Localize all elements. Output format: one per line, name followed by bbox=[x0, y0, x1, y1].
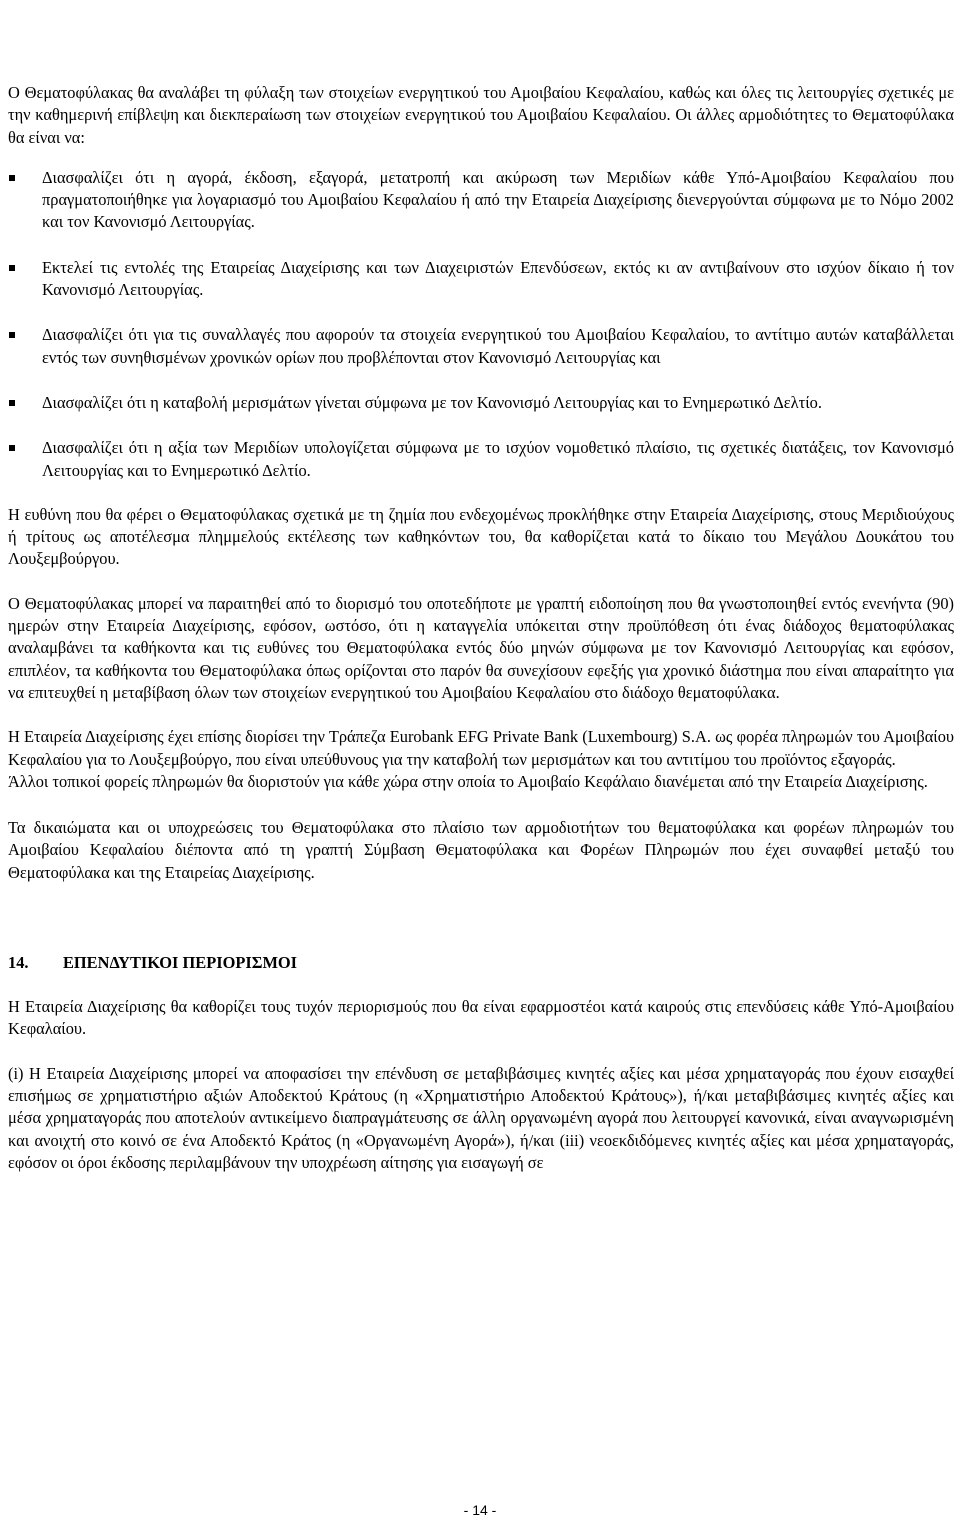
list-item-text: Διασφαλίζει ότι η καταβολή μερισμάτων γίνεται σύμφωνα με τον Κανονισμό Λειτουργίας και το Ενημερωτικό Δελτίο. bbox=[42, 392, 822, 412]
square-bullet-icon bbox=[9, 445, 15, 451]
square-bullet-icon bbox=[9, 175, 15, 181]
square-bullet-icon bbox=[9, 332, 15, 338]
list-item bbox=[8, 167, 954, 234]
duties-list bbox=[8, 167, 954, 482]
list-item bbox=[8, 437, 954, 482]
section-intro-paragraph: Η Εταιρεία Διαχείρισης θα καθορίζει τους τυχόν περιορισμούς που θα είναι εφαρμοστέοι κατά καιρούς στις επενδύσεις κάθε Υπό-Αμοιβαίου Κεφαλαίου. bbox=[8, 997, 954, 1039]
list-item-text: Διασφαλίζει ότι η αγορά, έκδοση, εξαγορά, μετατροπή και ακύρωση των Μεριδίων κάθε Υπό-Αμοιβαίου Κεφαλαίου που πραγματοποιήθηκε για λογαριασμό του Αμοιβαίου Κεφαλαίου ή από την Εταιρεία Διαχείρισης διενεργούνται σύμφωνα με το Νόμο 2002 και τον Κανονισμό Λειτουργίας. bbox=[42, 167, 954, 232]
list-item-text: Διασφαλίζει ότι για τις συναλλαγές που αφορούν τα στοιχεία ενεργητικού του Αμοιβαίου Κεφαλαίου, το αντίτιμο αυτών καταβάλλεται εντός των συνηθισμένων χρονικών ορίων που προβλέπονται στον Κανονισμό Λειτουργίας και bbox=[42, 325, 954, 367]
page-number: - 14 - bbox=[463, 1502, 497, 1518]
section-heading bbox=[8, 952, 954, 974]
section-title: ΕΠΕΝΔΥΤΙΚΟΙ ΠΕΡΙΟΡΙΣΜΟΙ bbox=[63, 953, 298, 973]
paying-agent-paragraph: Η Εταιρεία Διαχείρισης έχει επίσης διορίσει την Τράπεζα Eurobank EFG Private Bank (Luxembourg) S.A. ως φορέα πληρωμών του Αμοιβαίου Κεφαλαίου για το Λουξεμβούργο, που είναι υπεύθυνους για την καταβολή των μερισμάτων και του αντιτίμου του προϊόντος εξαγοράς. bbox=[8, 727, 954, 769]
local-paying-agents-paragraph: Άλλοι τοπικοί φορείς πληρωμών θα διοριστούν για κάθε χώρα στην οποία το Αμοιβαίο Κεφάλαιο διανέμεται από την Εταιρεία Διαχείρισης. bbox=[8, 771, 928, 791]
liability-paragraph: Η ευθύνη που θα φέρει ο Θεματοφύλακας σχετικά με τη ζημία που ενδεχομένως προκλήθηκε στην Εταιρεία Διαχείρισης, στους Μεριδιούχους ή τρίτους ως αποτέλεσμα πλημμελούς εκτέλεσης των καθηκόντων του, θα καθορίζεται κατά το δίκαιο του Μεγάλου Δουκάτου του Λουξεμβούργου. bbox=[8, 504, 954, 569]
list-item bbox=[8, 324, 954, 369]
rights-obligations-paragraph: Τα δικαιώματα και οι υποχρεώσεις του Θεματοφύλακα στο πλαίσιο των αρμοδιοτήτων του θεματοφύλακα και φορέων πληρωμών του Αμοιβαίου Κεφαλαίου διέποντα από τη γραπτή Σύμβαση Θεματοφύλακα και Φορέων Πληρωμών που έχει συναφθεί μεταξύ του Θεματοφύλακα και της Εταιρείας Διαχείρισης. bbox=[8, 818, 954, 882]
intro-paragraph: Ο Θεματοφύλακας θα αναλάβει τη φύλαξη των στοιχείων ενεργητικού του Αμοιβαίου Κεφαλαίου, καθώς και όλες τις λειτουργίες σχετικές με την καθημερινή επίβλεψη και διεκπεραίωση των στοιχείων ενεργητικού του Αμοιβαίου Κεφαλαίου. Οι άλλες αρμοδιότητες το Θεματοφύλακα θα είναι να: bbox=[8, 83, 954, 147]
list-item-text: Διασφαλίζει ότι η αξία των Μεριδίων υπολογίζεται σύμφωνα με το ισχύον νομοθετικό πλαίσιο, τις σχετικές διατάξεις, τον Κανονισμό Λειτουργίας και το Ενημερωτικό Δελτίο. bbox=[42, 438, 954, 480]
item-i-paragraph: (i) Η Εταιρεία Διαχείρισης μπορεί να αποφασίσει την επένδυση σε μεταβιβάσιμες κινητές αξίες και μέσα χρηματαγοράς που έχουν εισαχθεί επισήμως σε χρηματιστήριο αξιών Αποδεκτού Κράτους (η «Χρηματιστήριο Αποδεκτού Κράτους»), ή/και μεταβιβάσιμες κινητές αξίες και μέσα χρηματαγοράς που αποτελούν αντικείμενο διαπραγμάτευσης σε άλλη οργανωμένη αγορά που λειτουργεί κανονικά, είναι αναγνωρισμένη και ανοιχτή στο κοινό σε ένα Αποδεκτό Κράτος (η «Οργανωμένη Αγορά»), ή/και (iii) νεοεκδιδόμενες κινητές αξίες και μέσα χρηματαγοράς, εφόσον οι όροι έκδοσης περιλαμβάνουν την υποχρέωση αίτησης για εισαγωγή σε bbox=[8, 1063, 954, 1172]
section-number: 14. bbox=[8, 953, 29, 973]
list-item bbox=[8, 392, 954, 414]
document-page bbox=[8, 82, 954, 1174]
square-bullet-icon bbox=[9, 265, 15, 271]
square-bullet-icon bbox=[9, 400, 15, 406]
resignation-paragraph: Ο Θεματοφύλακας μπορεί να παραιτηθεί από το διορισμό του οποτεδήποτε με γραπτή ειδοποίηση που θα γνωστοποιηθεί εντός ενενήντα (90) ημερών στην Εταιρεία Διαχείρισης, εφόσον, ωστόσο, ότι η καταγγελία υπόκειται στην προϋπόθεση ότι ένας διάδοχος θεματοφύλακας αναλαμβάνει τα καθήκοντα και τις ευθύνες του Θεματοφύλακα εντός δύο μηνών σύμφωνα με τον Κανονισμό Λειτουργίας και εφόσον, επιπλέον, τα καθήκοντα του Θεματοφύλακα όπως ορίζονται στο παρόν θα συνεχίσουν εφεξής για χρονικό διάστημα που είναι απαραίτητο για να επιτευχθεί η μεταβίβαση όλων των στοιχείων ενεργητικού του Αμοιβαίου Κεφαλαίου στο διάδοχο θεματοφύλακα. bbox=[8, 593, 954, 702]
list-item-text: Εκτελεί τις εντολές της Εταιρείας Διαχείρισης και των Διαχειριστών Επενδύσεων, εκτός κι αν αντιβαίνουν στο ισχύον δίκαιο ή τον Κανονισμό Λειτουργίας. bbox=[42, 257, 954, 300]
list-item bbox=[8, 257, 954, 302]
